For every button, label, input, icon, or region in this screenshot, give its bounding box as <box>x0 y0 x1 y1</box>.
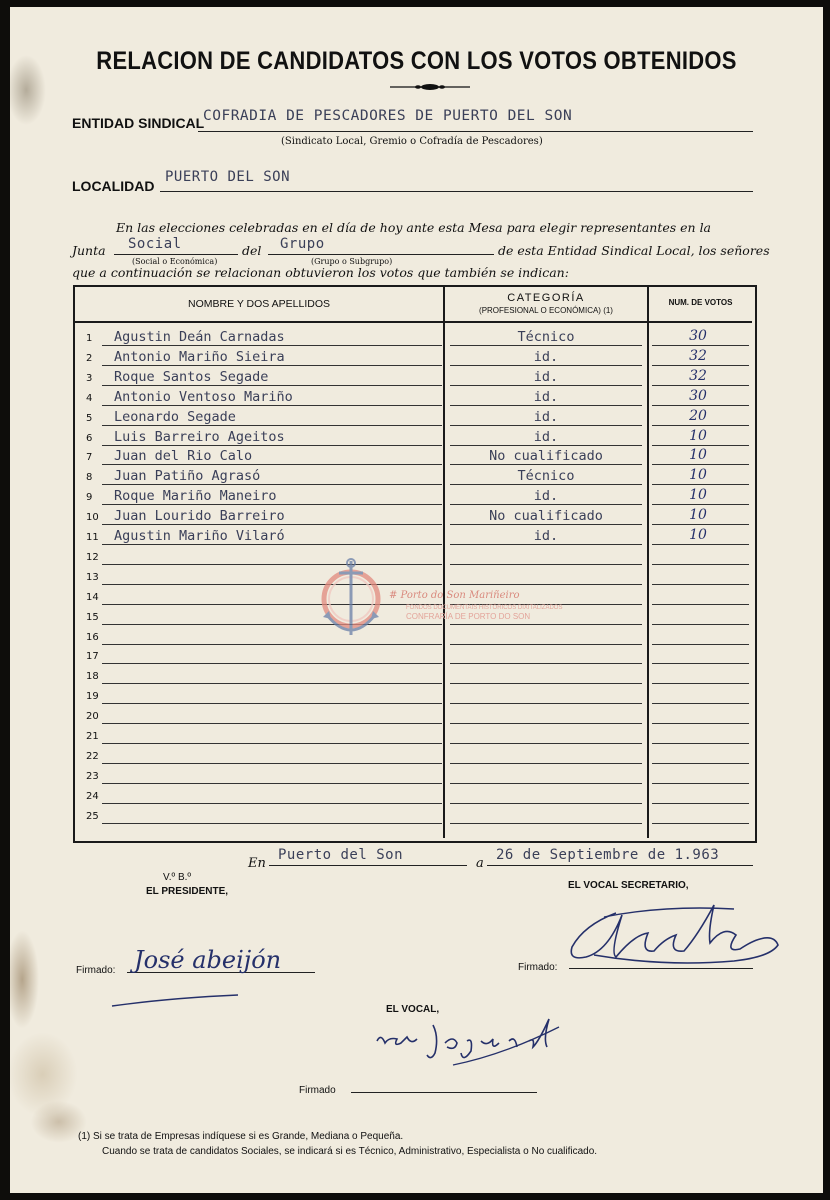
candidate-name: Juan Lourido Barreiro <box>114 508 285 525</box>
row-rule <box>450 703 642 704</box>
secretario-firmado-label: Firmado: <box>518 962 558 973</box>
row-rule <box>450 504 642 505</box>
row-rule <box>652 544 749 545</box>
candidate-name: Antonio Mariño Sieira <box>114 348 285 365</box>
candidate-category: id. <box>533 408 559 425</box>
row-number: 4 <box>86 392 93 404</box>
row-rule <box>652 823 749 824</box>
row-rule <box>102 703 442 704</box>
row-rule <box>652 425 749 426</box>
localidad-value: PUERTO DEL SON <box>165 169 291 185</box>
row-rule <box>652 803 749 804</box>
row-number: 19 <box>86 691 99 703</box>
row-number: 23 <box>86 770 99 782</box>
row-rule <box>102 385 442 386</box>
secretario-signature <box>564 895 784 975</box>
row-rule <box>652 723 749 724</box>
row-number: 13 <box>86 571 99 583</box>
row-number: 6 <box>86 432 93 444</box>
row-number: 9 <box>86 492 93 504</box>
row-rule <box>102 763 442 764</box>
candidate-votes: 10 <box>689 447 707 464</box>
row-rule <box>652 644 749 645</box>
place-underline <box>269 865 467 866</box>
candidate-name: Agustin Mariño Vilaró <box>114 528 285 544</box>
row-number: 18 <box>86 671 99 683</box>
row-rule <box>652 584 749 585</box>
row-rule <box>102 345 442 346</box>
row-number: 14 <box>86 591 99 603</box>
row-rule <box>652 365 749 366</box>
watermark-subtitle: FONDOS DOCUMENTAIS HISTÓRICOS DIXITALIZADOS <box>406 605 563 611</box>
entidad-underline <box>198 131 753 132</box>
row-rule <box>652 743 749 744</box>
candidate-category: Técnico <box>517 468 575 485</box>
candidate-name: Leonardo Segade <box>114 408 236 425</box>
row-number: 5 <box>86 412 93 424</box>
intro-line1: En las elecciones celebradas en el día de hoy ante esta Mesa para elegir representantes en la <box>116 220 712 235</box>
date-underline <box>487 865 753 866</box>
row-rule <box>102 803 442 804</box>
junta-underline <box>114 254 238 255</box>
row-rule <box>652 564 749 565</box>
candidate-name: Juan del Rio Calo <box>114 448 253 465</box>
candidate-votes: 10 <box>689 427 707 444</box>
candidate-category: id. <box>533 368 559 385</box>
candidate-votes: 10 <box>689 507 707 524</box>
grupo-underline <box>268 254 494 255</box>
row-rule <box>450 544 642 545</box>
candidate-name: Antonio Ventoso Mariño <box>114 388 293 405</box>
anchor-watermark-icon <box>319 555 383 643</box>
row-rule <box>102 564 442 565</box>
row-rule <box>450 405 642 406</box>
candidate-votes: 10 <box>689 487 707 504</box>
row-number: 12 <box>86 551 99 563</box>
row-rule <box>450 484 642 485</box>
row-rule <box>102 484 442 485</box>
row-number: 20 <box>86 711 99 723</box>
candidate-category: id. <box>533 488 559 505</box>
row-rule <box>450 345 642 346</box>
table-header-separator <box>75 321 752 323</box>
candidate-name: Roque Santos Segade <box>114 368 269 385</box>
row-rule <box>450 524 642 525</box>
row-rule <box>102 365 442 366</box>
vocal-signature <box>363 1007 563 1069</box>
candidate-votes: 10 <box>689 527 707 543</box>
intro-line2-end: de esta Entidad Sindical Local, los señores <box>498 243 770 258</box>
candidate-votes: 32 <box>689 367 707 384</box>
candidate-votes: 10 <box>689 467 707 484</box>
row-rule <box>652 385 749 386</box>
row-rule <box>652 663 749 664</box>
candidate-category: Técnico <box>517 329 575 345</box>
row-rule <box>450 425 642 426</box>
row-rule <box>102 823 442 824</box>
candidate-category: id. <box>533 388 559 405</box>
row-number: 2 <box>86 352 93 364</box>
vocal-sign-line <box>351 1092 537 1093</box>
candidate-votes: 30 <box>689 328 707 344</box>
row-rule <box>450 783 642 784</box>
row-rule <box>652 524 749 525</box>
row-rule <box>102 504 442 505</box>
row-rule <box>102 723 442 724</box>
date-value: 26 de Septiembre de 1.963 <box>496 847 720 863</box>
row-rule <box>102 624 442 625</box>
row-rule <box>450 564 642 565</box>
footnote-line1: (1) Si se trata de Empresas indíquese si es Grande, Mediana o Pequeña. <box>78 1131 404 1142</box>
row-number: 3 <box>86 372 93 384</box>
row-rule <box>450 644 642 645</box>
row-rule <box>102 743 442 744</box>
secretario-label: EL VOCAL SECRETARIO, <box>568 880 689 891</box>
page-title: RELACION DE CANDIDATOS CON LOS VOTOS OBTENIDOS <box>96 47 737 75</box>
table-col-divider-2 <box>647 286 649 838</box>
grupo-value: Grupo <box>280 236 325 252</box>
row-rule <box>450 743 642 744</box>
vocal-label: EL VOCAL, <box>386 1004 440 1015</box>
header-category-note: (PROFESIONAL O ECONÓMICA) (1) <box>479 306 613 315</box>
row-rule <box>102 783 442 784</box>
title-ornament <box>390 83 470 91</box>
footnote-line2: Cuando se trata de candidatos Sociales, se indicará si es Técnico, Administrativo, Especialista o No cualificado. <box>102 1146 598 1157</box>
row-number: 17 <box>86 651 99 663</box>
row-rule <box>102 425 442 426</box>
row-rule <box>652 405 749 406</box>
watermark-title: # Porto do Son Mariñeiro <box>389 590 520 601</box>
row-rule <box>652 345 749 346</box>
row-rule <box>652 703 749 704</box>
row-rule <box>450 365 642 366</box>
entidad-label: ENTIDAD SINDICAL <box>72 115 205 131</box>
row-number: 10 <box>86 512 99 524</box>
intro-line3: que a continuación se relacionan obtuvieron los votos que también se indican: <box>72 265 569 280</box>
row-rule <box>652 763 749 764</box>
row-number: 25 <box>86 810 99 822</box>
row-rule <box>450 464 642 465</box>
presidente-flourish <box>110 992 250 1012</box>
candidate-category: id. <box>533 528 559 544</box>
row-rule <box>450 624 642 625</box>
row-rule <box>102 524 442 525</box>
row-rule <box>652 504 749 505</box>
row-rule <box>102 405 442 406</box>
row-rule <box>450 663 642 664</box>
row-number: 15 <box>86 611 99 623</box>
candidate-category: id. <box>533 428 559 445</box>
row-rule <box>450 763 642 764</box>
localidad-underline <box>160 191 753 192</box>
place-value: Puerto del Son <box>278 847 404 863</box>
header-votes: NUM. DE VOTOS <box>668 298 733 307</box>
candidate-category: id. <box>533 348 559 365</box>
row-rule <box>652 624 749 625</box>
row-number: 16 <box>86 631 99 643</box>
entidad-note: (Sindicato Local, Gremio o Cofradía de Pescadores) <box>281 136 543 147</box>
vb-label: V.º B.º <box>163 872 192 883</box>
row-rule <box>102 445 442 446</box>
row-rule <box>102 584 442 585</box>
grupo-note: (Grupo o Subgrupo) <box>311 257 393 266</box>
row-rule <box>450 803 642 804</box>
row-number: 7 <box>86 452 93 464</box>
entidad-value: COFRADIA DE PESCADORES DE PUERTO DEL SON <box>203 108 573 124</box>
candidate-votes: 32 <box>689 347 707 364</box>
junta-value: Social <box>128 236 182 252</box>
junta-note: (Social o Económica) <box>132 257 218 266</box>
header-name: NOMBRE Y DOS APELLIDOS <box>188 298 330 310</box>
row-rule <box>450 823 642 824</box>
candidate-name: Agustin Deán Carnadas <box>114 329 285 345</box>
candidate-votes: 30 <box>689 387 707 404</box>
watermark-org: CONFRARÍA DE PORTO DO SON <box>406 612 531 621</box>
presidente-firmado-label: Firmado: <box>76 965 116 976</box>
en-word: En <box>248 856 266 871</box>
del-word: del <box>242 243 262 258</box>
row-number: 8 <box>86 472 93 484</box>
row-rule <box>652 484 749 485</box>
row-rule <box>652 604 749 605</box>
row-number: 24 <box>86 790 99 802</box>
row-rule <box>450 445 642 446</box>
candidate-category: No cualificado <box>489 448 603 465</box>
row-rule <box>652 464 749 465</box>
row-rule <box>102 604 442 605</box>
candidate-name: Roque Mariño Maneiro <box>114 488 277 505</box>
presidente-signature: José abeijón <box>134 946 282 974</box>
candidate-name: Juan Patiño Agrasó <box>114 468 261 485</box>
candidate-votes: 20 <box>689 407 707 424</box>
candidate-category: No cualificado <box>489 508 603 525</box>
document-page <box>10 7 823 1193</box>
row-number: 21 <box>86 731 99 742</box>
row-rule <box>652 683 749 684</box>
a-word: a <box>476 856 484 871</box>
row-rule <box>102 464 442 465</box>
candidate-name: Luis Barreiro Ageitos <box>114 428 285 445</box>
row-rule <box>450 683 642 684</box>
row-number: 1 <box>86 333 93 344</box>
header-category: CATEGORÍA <box>507 292 585 304</box>
row-rule <box>102 683 442 684</box>
row-rule <box>102 544 442 545</box>
row-rule <box>652 783 749 784</box>
row-rule <box>102 644 442 645</box>
table-col-divider-1 <box>443 286 445 838</box>
row-rule <box>652 445 749 446</box>
localidad-label: LOCALIDAD <box>72 178 155 194</box>
vocal-firmado-label: Firmado <box>299 1085 336 1096</box>
row-number: 11 <box>86 532 99 543</box>
junta-word: Junta <box>72 243 106 258</box>
presidente-label: EL PRESIDENTE, <box>146 886 229 897</box>
row-rule <box>102 663 442 664</box>
row-rule <box>450 385 642 386</box>
row-rule <box>450 723 642 724</box>
row-rule <box>450 584 642 585</box>
row-number: 22 <box>86 750 99 762</box>
